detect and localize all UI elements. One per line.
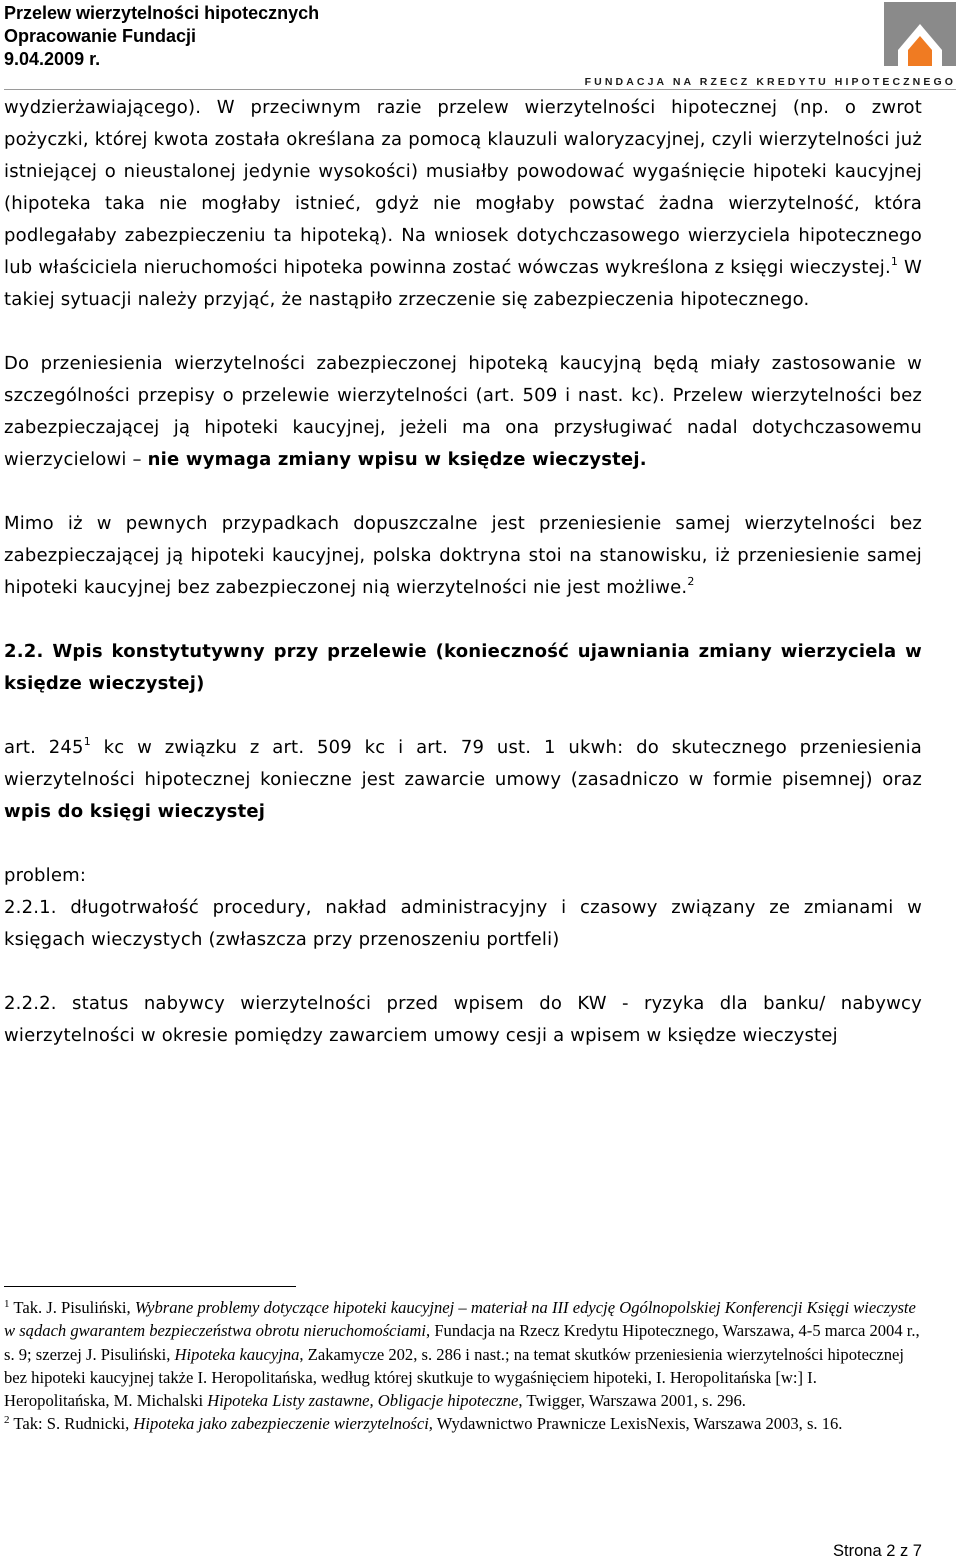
footnote-1-italic-2: Hipoteka kaucyjna	[174, 1344, 300, 1364]
header-title: Przelew wierzytelności hipotecznych	[4, 3, 320, 23]
footnote-1	[4, 1296, 922, 1412]
footnote-2-number: 2	[4, 1414, 10, 1427]
footnote-ref-1[interactable]: 1	[890, 255, 899, 268]
paragraph-2	[4, 348, 922, 476]
problem-item-2: 2.2.2. status nabywcy wierzytelności przed wpisem do KW - ryzyka dla banku/ nabywcy wierzytelności w okresie pomiędzy zawarciem umowy cesji a wpisem w księdze wieczystej	[4, 993, 922, 1046]
paragraph-3	[4, 508, 922, 604]
paragraph-2-bold: nie wymaga zmiany wpisu w księdze wieczystej.	[147, 449, 647, 470]
paragraph-4-bold: wpis do księgi wieczystej	[4, 801, 266, 822]
footnote-1-number: 1	[4, 1298, 10, 1310]
section-heading: 2.2. Wpis konstytutywny przy przelewie (konieczność ujawniania zmiany wierzyciela w księdze wieczystej)	[4, 641, 922, 694]
header-text-block	[4, 2, 319, 71]
document-body	[4, 92, 922, 1084]
paragraph-4	[4, 732, 922, 828]
paragraph-1	[4, 92, 922, 316]
footnote-2-italic-1: Hipoteka jako zabezpieczenie wierzytelności,	[133, 1414, 433, 1434]
footnote-ref-2[interactable]: 2	[687, 575, 695, 588]
foundation-name: FUNDACJA NA RZECZ KREDYTU HIPOTECZNEGO	[584, 76, 956, 88]
header-date: 9.04.2009 r.	[4, 49, 101, 69]
paragraph-4-text-a: art. 245	[4, 737, 84, 758]
paragraph-1-text-a: wydzierżawiającego). W przeciwnym razie przelew wierzytelności hipotecznej (np. o zwrot pożyczki, której kwota została określana za pomocą klauzuli waloryzacyjnej, czyli wierzytelności już istniejącej o nieustalonej jedynie wysokości) musiałby powodować wygaśnięcie hipoteki kaucyjnej (hipoteka taka nie mogłaby istnieć, gdyż nie mogłaby powstać żadna wierzytelność, która podlegałaby zabezpieczeniu ta hipoteką). Na wniosek dotychczasowego wierzyciela hipotecznego lub właściciela nieruchomości hipoteka powinna zostać wówczas wykreślona z księgi wieczystej.	[4, 97, 922, 278]
paragraph-1-text-b: W takiej sytuacji należy przyjąć, że nastąpiło zrzeczenie się zabezpieczenia hipotecznego.	[4, 257, 922, 310]
footnote-2-text-2: Wydawnictwo Prawnicze LexisNexis, Warszawa 2003, s. 16.	[432, 1414, 843, 1434]
page-number: Strona 2 z 7	[833, 1542, 922, 1560]
problem-item-1: 2.2.1. długotrwałość procedury, nakład administracyjny i czasowy związany ze zmianami w księgach wieczystych (zwłaszcza przy przenoszeniu portfeli)	[4, 897, 922, 950]
footnote-2-text-1: Tak: S. Rudnicki,	[9, 1414, 134, 1434]
paragraph-2-text: Do przeniesienia wierzytelności zabezpieczonej hipoteką kaucyjną będą miały zastosowanie w szczególności przepisy o przelewie wierzytelności (art. 509 i nast. kc). Przelew wierzytelności bez zabezpieczającej ją hipoteki kaucyjnej, jeżeli ma ona przysługiwać nadal dotychczasowemu wierzycielowi –	[4, 353, 922, 470]
paragraph-3-text: Mimo iż w pewnych przypadkach dopuszczalne jest przeniesienie samej wierzytelności bez zabezpieczającej ją hipoteki kaucyjnej, polska doktryna stoi na stanowisku, iż przeniesienie samej hipoteki kaucyjnej bez zabezpieczonej nią wierzytelności nie jest możliwe.	[4, 513, 922, 598]
header-subtitle: Opracowanie Fundacji	[4, 26, 197, 46]
page-header	[4, 2, 956, 90]
paragraph-4-text-b: kc w związku z art. 509 kc i art. 79 ust. 1 ukwh: do skutecznego przeniesienia wierzytelności hipotecznej konieczne jest zawarcie umowy (zasadniczo w formie pisemnej) oraz	[4, 737, 923, 790]
footnote-1-text-4: , Twigger, Warszawa 2001, s. 296.	[518, 1391, 746, 1411]
footnote-1-italic-1: Wybrane problemy dotyczące hipoteki kaucyjnej – materiał na III edycję Ogólnopolskiej Konferencji Księgi wieczyste w sądach gwarantem bezpieczeństwa obrotu nieruchomościami	[4, 1298, 916, 1341]
paragraph-4-sup: 1	[83, 735, 91, 748]
footnote-1-text-3: , Zakamycze 202, s. 286 i nast.; na temat skutków przeniesienia wierzytelności hipotecznej bez hipoteki kaucyjnej także I. Heropolitańska, według której skutkuje to wygaśnięciem hipoteki, I. Heropolitańska [w:] I. Heropolitańska, M. Michalski	[4, 1344, 904, 1411]
foundation-logo-icon	[884, 2, 956, 66]
header-divider	[4, 89, 956, 90]
footnotes	[4, 1296, 922, 1436]
footnote-1-italic-3: Hipoteka Listy zastawne, Obligacje hipoteczne	[207, 1391, 519, 1411]
footnote-2	[4, 1412, 922, 1435]
footnote-1-text-1: Tak. J. Pisuliński,	[9, 1298, 135, 1317]
footnote-1-text-2: , Fundacja na Rzecz Kredytu Hipotecznego, Warszawa, 4-5 marca 2004 r., s. 9; szerzej J. Pisuliński,	[4, 1321, 920, 1364]
footnote-divider	[4, 1286, 296, 1287]
problem-label: problem:	[4, 865, 87, 886]
